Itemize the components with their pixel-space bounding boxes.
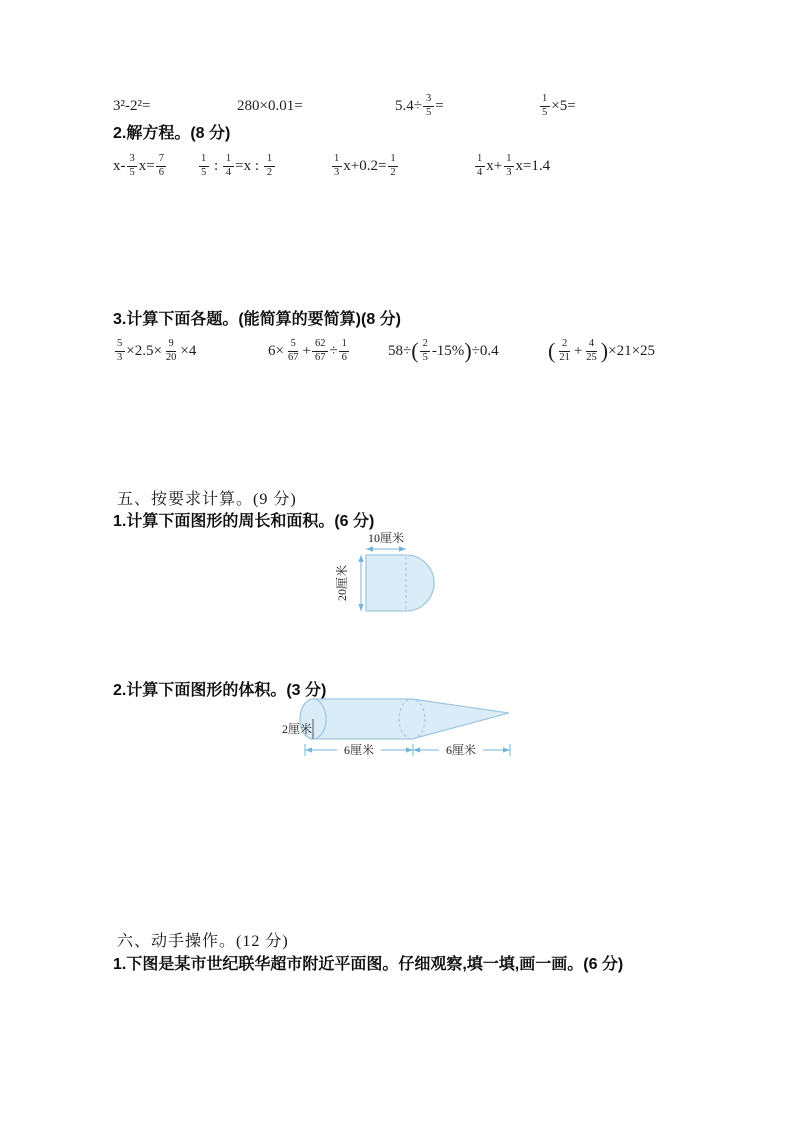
quick-calc-item-2: 280×0.01= bbox=[237, 97, 303, 114]
cylinder-length-label: 6厘米 bbox=[343, 743, 375, 757]
equation-item-2: $\frac{1}{5}$ : $\frac{1}{4}$ =x : $\frac{1}{2}$ bbox=[197, 146, 276, 186]
calc-item-4: ( $\frac{2}{21}$ + $\frac{4}{25}$ ) ×21×25 bbox=[548, 338, 656, 363]
section5-heading: 五、按要求计算。(9 分) bbox=[117, 491, 297, 508]
solve-equations-heading: 2.解方程。(8 分) bbox=[113, 125, 231, 142]
quick-calc-item-4: $\frac{1}{5}$ ×5= bbox=[538, 86, 576, 126]
quick-calc-item-3: 5.4÷ $\frac{3}{5}$ = bbox=[395, 93, 444, 118]
cone-arrowhead-right bbox=[503, 747, 510, 752]
section5-q1-heading: 1.计算下面图形的周长和面积。(6 分) bbox=[113, 513, 375, 530]
cylinder-cone-figure bbox=[276, 692, 526, 762]
height-dimension-label: 20厘米 bbox=[335, 564, 349, 602]
width-arrowhead-left bbox=[366, 546, 373, 551]
rounded-rect-figure bbox=[328, 526, 448, 620]
cone-length-label: 6厘米 bbox=[445, 743, 477, 757]
equation-item-3: $\frac{1}{3}$ x+0.2= $\frac{1}{2}$ bbox=[330, 146, 400, 186]
height-arrowhead-top bbox=[358, 555, 363, 562]
width-dimension-label: 10厘米 bbox=[367, 531, 405, 545]
calc-item-2: 6× $\frac{5}{67}$ + $\frac{62}{67}$ ÷ $\frac{1}{6}$ bbox=[268, 331, 351, 371]
radius-label: 2厘米 bbox=[281, 722, 312, 736]
section6-q1-heading: 1.下图是某市世纪联华超市附近平面图。仔细观察,填一填,画一画。(6 分) bbox=[113, 956, 624, 973]
calc-item-1: $\frac{5}{3}$ ×2.5× $\frac{9}{20}$ ×4 bbox=[113, 331, 196, 371]
width-arrowhead-right bbox=[399, 546, 406, 551]
cyl-arrowhead-right bbox=[406, 747, 413, 752]
equation-item-4: $\frac{1}{4}$ x+ $\frac{1}{3}$ x=1.4 bbox=[473, 146, 550, 186]
rect-semicircle-shape bbox=[366, 555, 434, 611]
quick-calc-item-1: 3²-2²= bbox=[113, 97, 151, 114]
figure-volume bbox=[276, 692, 526, 767]
cone-arrowhead-left bbox=[413, 747, 420, 752]
section6-heading: 六、动手操作。(12 分) bbox=[117, 933, 289, 950]
cylinder-cone-body bbox=[313, 699, 509, 739]
figure-perimeter-area bbox=[328, 526, 448, 625]
section5-q2-heading: 2.计算下面图形的体积。(3 分) bbox=[113, 682, 327, 699]
calc-item-3: 58÷ ( $\frac{2}{5}$ -15% ) ÷0.4 bbox=[388, 338, 499, 363]
equation-item-1: x- $\frac{3}{5}$ x= $\frac{7}{6}$ bbox=[113, 146, 168, 186]
calc-problems-heading: 3.计算下面各题。(能简算的要简算)(8 分) bbox=[113, 311, 402, 328]
cyl-arrowhead-left bbox=[305, 747, 312, 752]
height-arrowhead-bottom bbox=[358, 604, 363, 611]
